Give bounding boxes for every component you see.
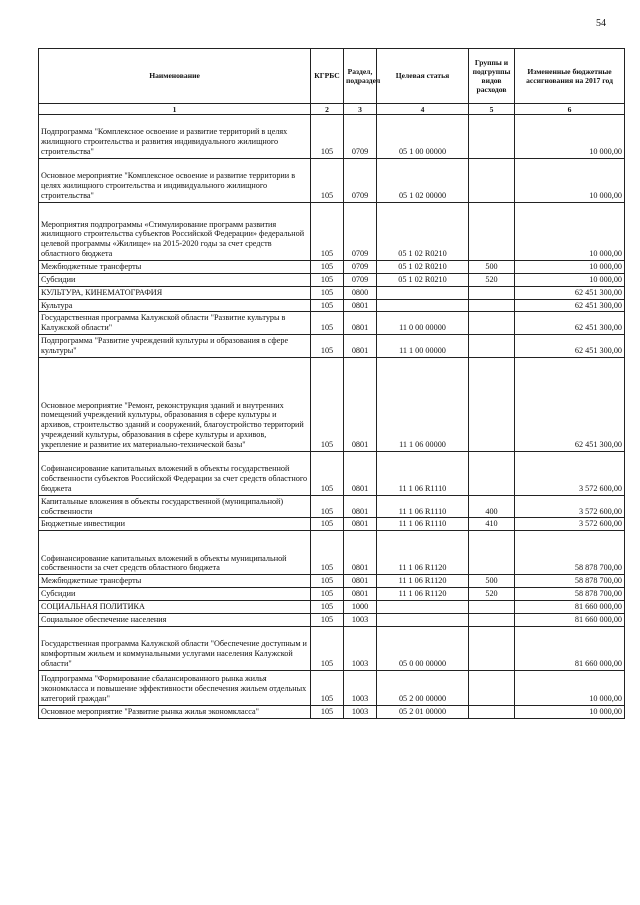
row-amount: 81 660 000,00 [515,613,625,626]
row-name: Государственная программа Калужской области "Обеспечение доступным и комфортным жильем и коммунальными услугами населения Калужской области" [39,626,311,670]
table-row [39,705,625,718]
table-row [39,286,625,299]
table-row [39,626,625,670]
table-row [39,115,625,159]
row-group [469,286,515,299]
page-number: 54 [596,18,606,29]
row-group [469,203,515,261]
row-name: Социальное обеспечение населения [39,613,311,626]
row-amount: 3 572 600,00 [515,451,625,495]
row-target: 05 2 01 00000 [377,705,469,718]
row-target: 11 1 06 R1120 [377,531,469,575]
row-target: 11 1 06 R1120 [377,588,469,601]
row-grbs: 105 [311,588,344,601]
row-name: Подпрограмма "Комплексное освоение и развитие территорий в целях жилищного строительства и развития индивидуального жилищного строительства" [39,115,311,159]
row-group: 520 [469,273,515,286]
row-name: Субсидии [39,588,311,601]
row-amount: 10 000,00 [515,273,625,286]
row-name: Софинансирование капитальных вложений в объекты государственной собственности субъектов Российской Федерации за счет средств областного бюджета [39,451,311,495]
row-amount: 62 451 300,00 [515,299,625,312]
table-row [39,299,625,312]
row-target: 11 0 00 00000 [377,312,469,335]
row-grbs: 105 [311,670,344,705]
row-target: 05 1 02 R0210 [377,273,469,286]
row-name: КУЛЬТУРА, КИНЕМАТОГРАФИЯ [39,286,311,299]
row-amount: 81 660 000,00 [515,626,625,670]
row-section: 0801 [344,495,377,518]
header-target: Целевая статья [377,49,469,104]
header-name: Наименование [39,49,311,104]
row-section: 0801 [344,588,377,601]
row-name: Капитальные вложения в объекты государственной (муниципальной) собственности [39,495,311,518]
row-amount: 10 000,00 [515,159,625,203]
row-section: 1000 [344,600,377,613]
row-amount: 58 878 700,00 [515,531,625,575]
row-grbs: 105 [311,299,344,312]
row-group [469,626,515,670]
row-grbs: 105 [311,261,344,274]
column-number: 6 [515,104,625,115]
row-amount: 10 000,00 [515,203,625,261]
row-group: 520 [469,588,515,601]
row-section: 0801 [344,335,377,358]
row-grbs: 105 [311,286,344,299]
table-row [39,613,625,626]
table-row [39,203,625,261]
row-target: 11 1 06 R1120 [377,575,469,588]
header-amount: Измененные бюджетные ассигнования на 2017 год [515,49,625,104]
row-grbs: 105 [311,312,344,335]
table-row [39,575,625,588]
row-amount: 3 572 600,00 [515,518,625,531]
row-grbs: 105 [311,273,344,286]
row-amount: 10 000,00 [515,705,625,718]
row-group [469,531,515,575]
row-amount: 62 451 300,00 [515,335,625,358]
row-target: 05 1 02 R0210 [377,261,469,274]
row-section: 0709 [344,203,377,261]
row-name: Основное мероприятие "Ремонт, реконструкция зданий и внутренних помещений учреждений культуры, образования в сфере культуры и архивов, строительство зданий и сооружений, благоустройство территорий учреждений культуры, образования в сфере культуры и архивов, укрепление и развитие их материально-технической базы" [39,357,311,451]
table-body [39,104,625,719]
row-target: 05 2 00 00000 [377,670,469,705]
table-row [39,357,625,451]
row-target: 05 1 00 00000 [377,115,469,159]
row-name: Субсидии [39,273,311,286]
row-name: Подпрограмма "Развитие учреждений культуры и образования в сфере культуры" [39,335,311,358]
row-group [469,299,515,312]
row-target: 11 1 00 00000 [377,335,469,358]
row-name: Государственная программа Калужской области "Развитие культуры в Калужской области" [39,312,311,335]
row-amount: 58 878 700,00 [515,588,625,601]
row-target: 11 1 06 R1110 [377,495,469,518]
table-row [39,451,625,495]
row-section: 0801 [344,357,377,451]
row-section: 0709 [344,273,377,286]
table-row [39,335,625,358]
row-section: 0801 [344,451,377,495]
row-target [377,600,469,613]
row-group [469,312,515,335]
row-amount: 10 000,00 [515,115,625,159]
row-group [469,705,515,718]
row-grbs: 105 [311,600,344,613]
column-numbers-row [39,104,625,115]
row-amount: 10 000,00 [515,670,625,705]
budget-table [38,48,625,719]
table-row [39,159,625,203]
row-target [377,613,469,626]
table-row [39,518,625,531]
row-group: 400 [469,495,515,518]
row-name: Основное мероприятие "Комплексное освоение и развитие территории в целях жилищного строительства и индивидуального жилищного строительства" [39,159,311,203]
row-target [377,286,469,299]
row-target: 11 1 06 R1110 [377,518,469,531]
row-grbs: 105 [311,613,344,626]
row-target: 05 1 02 R0210 [377,203,469,261]
row-amount: 81 660 000,00 [515,600,625,613]
table-row [39,273,625,286]
row-grbs: 105 [311,335,344,358]
row-target [377,299,469,312]
row-group [469,670,515,705]
row-group [469,159,515,203]
row-group: 500 [469,575,515,588]
row-name: Межбюджетные трансферты [39,575,311,588]
header-grbs: КГРБС [311,49,344,104]
row-name: СОЦИАЛЬНАЯ ПОЛИТИКА [39,600,311,613]
header-groups: Группы и подгруппы видов расходов [469,49,515,104]
row-section: 1003 [344,626,377,670]
row-name: Межбюджетные трансферты [39,261,311,274]
row-name: Подпрограмма "Формирование сбалансированного рынка жилья экономкласса и повышение эффективности обеспечения жильем отдельных категорий граждан" [39,670,311,705]
row-amount: 3 572 600,00 [515,495,625,518]
table-row [39,600,625,613]
row-amount: 62 451 300,00 [515,286,625,299]
row-target: 11 1 06 00000 [377,357,469,451]
row-section: 0801 [344,518,377,531]
row-target: 05 0 00 00000 [377,626,469,670]
row-section: 0801 [344,312,377,335]
row-section: 1003 [344,613,377,626]
row-name: Бюджетные инвестиции [39,518,311,531]
row-amount: 10 000,00 [515,261,625,274]
row-grbs: 105 [311,357,344,451]
row-grbs: 105 [311,518,344,531]
row-target: 11 1 06 R1110 [377,451,469,495]
table-header [39,49,625,104]
table-row [39,261,625,274]
row-grbs: 105 [311,531,344,575]
row-group: 410 [469,518,515,531]
row-amount: 62 451 300,00 [515,357,625,451]
row-group: 500 [469,261,515,274]
column-number: 5 [469,104,515,115]
row-target: 05 1 02 00000 [377,159,469,203]
row-grbs: 105 [311,159,344,203]
row-section: 0800 [344,286,377,299]
table-row [39,495,625,518]
table-row [39,588,625,601]
row-group [469,600,515,613]
column-number: 2 [311,104,344,115]
row-grbs: 105 [311,203,344,261]
column-number: 3 [344,104,377,115]
column-number: 4 [377,104,469,115]
row-grbs: 105 [311,495,344,518]
row-section: 1003 [344,670,377,705]
row-section: 0709 [344,261,377,274]
row-amount: 58 878 700,00 [515,575,625,588]
row-group [469,115,515,159]
header-section: Раздел, подраздел [344,49,377,104]
row-amount: 62 451 300,00 [515,312,625,335]
row-section: 0709 [344,159,377,203]
column-number: 1 [39,104,311,115]
row-group [469,357,515,451]
row-group [469,335,515,358]
row-name: Основное мероприятие "Развитие рынка жилья экономкласса" [39,705,311,718]
row-section: 0801 [344,531,377,575]
table-row [39,312,625,335]
row-section: 1003 [344,705,377,718]
row-section: 0709 [344,115,377,159]
row-grbs: 105 [311,115,344,159]
row-name: Софинансирование капитальных вложений в объекты муниципальной собственности за счет средств областного бюджета [39,531,311,575]
row-grbs: 105 [311,451,344,495]
row-section: 0801 [344,575,377,588]
row-section: 0801 [344,299,377,312]
row-name: Мероприятия подпрограммы «Стимулирование программ развития жилищного строительства субъектов Российской Федерации» федеральной целевой программы «Жилище» на 2015-2020 годы за счет средств областного бюджета [39,203,311,261]
row-name: Культура [39,299,311,312]
table-row [39,531,625,575]
row-group [469,451,515,495]
row-grbs: 105 [311,575,344,588]
row-grbs: 105 [311,705,344,718]
row-grbs: 105 [311,626,344,670]
table-row [39,670,625,705]
row-group [469,613,515,626]
